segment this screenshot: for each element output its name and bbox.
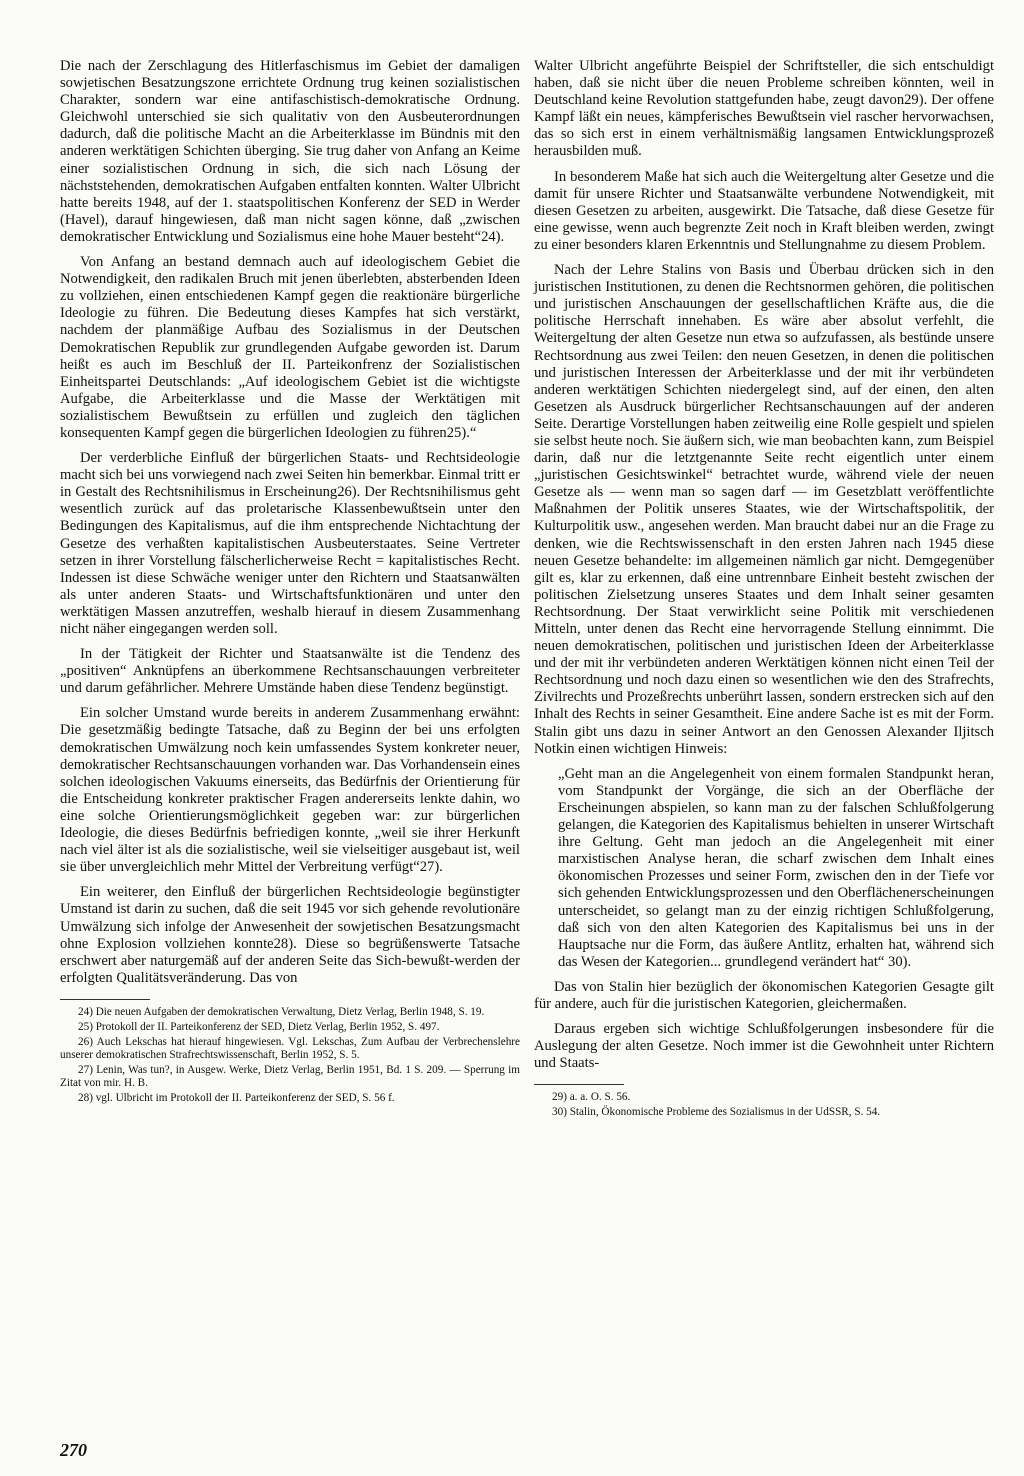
footnote: 30) Stalin, Ökonomische Probleme des Sozialismus in der UdSSR, S. 54.	[552, 1106, 881, 1119]
paragraph: In besonderem Maße hat sich auch die Weitergeltung alter Gesetze und die damit für unsere Richter und Staatsanwälte verbundene Notwendigkeit, mit diesen Gesetzen zu arbeiten, ausgewirkt. Die Tatsache, daß diese Gesetze für eine gewisse, wenn auch begrenzte Zeit noch in Kraft bleiben werden, zwingt zu einer besonders klaren Erkenntnis und Stellungnahme zu diesem Problem.	[534, 168, 994, 253]
paragraph: Die nach der Zerschlagung des Hitlerfaschismus im Gebiet der damaligen sowjetischen Besatzungszone errichtete Ordnung trug keinen sozialistischen Charakter, sondern war eine antifaschistisch-demokratische Ordnung. Gleichwohl unterschied sie sich qualitativ von den Ausbeuterordnungen dadurch, daß die politische Macht an die Arbeiterklasse im Bündnis mit den anderen werktätigen Schichten überging. Sie trug daher von Anfang an Keime einer sozialistischen Ordnung in sich, die sich nach Lösung der nächststehenden, demokratischen Aufgaben entfalten konnten. Walter Ulbricht hatte bereits 1948, auf der 1. staatspolitischen Konferenz der SED in Werder (Havel), darauf hingewiesen, daß man nicht sagen könne, daß „zwischen demokratischer Entwicklung und Sozialismus eine hohe Mauer besteht“24).	[60, 58, 520, 245]
footnote: 26) Auch Lekschas hat hierauf hingewiesen. Vgl. Lekschas, Zum Aufbau der Verbrechenslehre unserer demokratischen Strafrechtswissenschaft, Berlin 1952, S. 5.	[60, 1035, 520, 1061]
footnote-divider	[534, 1084, 624, 1085]
footnote: 29) a. a. O. S. 56.	[552, 1091, 631, 1104]
paragraph: Nach der Lehre Stalins von Basis und Überbau drücken sich in den juristischen Institutionen, zu denen die Rechtsnormen gehören, die politischen und juristischen Anschauungen der gesellschaftlichen Kräfte aus, die die politische Herrschaft innehaben. Es wäre aber absolut verfehlt, die Weitergeltung der alten Gesetze nun etwa so aufzufassen, als bestünde unsere Rechtsordnung aus zwei Teilen: den neuen Gesetzen, in denen die politischen und juristischen Interessen der Arbeiterklasse und der mit ihr verbündeten anderen werktätigen Schichten niedergelegt sind, auf der einen, den alten Gesetzen als Ausdruck bürgerlicher Rechtsanschauungen auf der anderen Seite. Derartige Vorstellungen haben zeitweilig eine Rolle gespielt und spielen sie selbst heute noch. Sie äußern sich, wie man beobachten kann, zum Beispiel darin, daß nur die letztgenannte Seite recht eigentlich unter einem „juristischen Gesichtswinkel“ betrachtet wurde, während viele der neuen Gesetze als — wenn man so sagen darf — im Gesetzblatt veröffentlichte Maßnahmen der Politik unseres Staates, wie der Wirtschaftspolitik, der Kulturpolitik usw., angesehen werden. Man braucht dabei nur an die Frage zu denken, wie die Rechtswissenschaft in den ersten Jahren nach 1945 diese neuen Gesetze behandelte: im allgemeinen nämlich gar nicht. Demgegenüber gilt es, klar zu erkennen, daß eine untrennbare Einheit besteht zwischen der politischen Zielsetzung unseres Staates und dem Inhalt seiner gesamten Rechtsordnung. Der Staat verwirklicht seine Politik mit verschiedenen Mitteln, unter denen das Recht eine hervorragende Stellung einnimmt. Die neuen demokratischen, politischen und juristischen Ideen der Arbeiterklasse und der mit ihr verbündeten anderen Werktätigen können nicht einen Teil der Rechtsordnung und noch dazu einen so wesentlichen wie den des Strafrechts, Zivilrechts und Prozeßrechts unberührt lassen, sondern erstrecken sich auf den Inhalt des Rechts in seiner Gesamtheit. Eine andere Sache ist es mit der Form. Stalin gibt uns dazu in seiner Antwort an den Genossen Alexander Iljitsch Notkin einen wichtigen Hinweis:	[534, 262, 994, 757]
stalin-quote	[558, 766, 994, 971]
paragraph: Ein weiterer, den Einfluß der bürgerlichen Rechtsideologie begünstigter Umstand ist darin zu suchen, daß die seit 1945 vor sich gehende revolutionäre Umwälzung sich infolge der Anwesenheit der sowjetischen Besatzungsmacht ohne Explosion vollziehen konnte28). Diese so begrüßenswerte Tatsache erschwert aber naturgemäß auf der anderen Seite das Sich-bewußt-werden der erfolgten Qualitätsveränderung. Das von	[60, 884, 520, 986]
paragraph: Das von Stalin hier bezüglich der ökonomischen Kategorien Gesagte gilt für andere, auch für die juristischen Kategorien, gleichermaßen.	[534, 978, 994, 1012]
paragraph: In der Tätigkeit der Richter und Staatsanwälte ist die Tendenz des „positiven“ Anknüpfens an überkommene Rechtsanschauungen verbreiteter und darum gefährlicher. Mehrere Umstände haben diese Tendenz begünstigt.	[60, 646, 520, 697]
right-column	[534, 58, 994, 1121]
paragraph: Ein solcher Umstand wurde bereits in anderem Zusammenhang erwähnt: Die gesetzmäßig bedingte Tatsache, daß zu Beginn der bei uns erfolgten demokratischen Umwälzung noch kein umfassendes System konkreter neuer, demokratischer Rechtsanschauungen vorhanden war. Das Vorhandensein eines solchen ideologischen Vakuums einerseits, das Bedürfnis der Orientierung für die Entscheidung konkreter praktischer Fragen andererseits lenkte dahin, wo eine solche Orientierungsmöglichkeit gegeben war: zur bürgerlichen Ideologie, die dieses Bedürfnis befriedigen konnte, „weil sie ihrer Herkunft nach viel älter ist als die sozialistische, weil sie vielseitiger ausgebaut ist, weil sie über unvergleichlich mehr Mittel der Verbreitung verfügt“27).	[60, 705, 520, 876]
left-column	[60, 58, 520, 1107]
footnote: 27) Lenin, Was tun?, in Ausgew. Werke, Dietz Verlag, Berlin 1951, Bd. 1 S. 209. — Sperrung im Zitat von mir. H. B.	[60, 1063, 520, 1089]
footnote: 24) Die neuen Aufgaben der demokratischen Verwaltung, Dietz Verlag, Berlin 1948, S. 19.	[78, 1005, 485, 1018]
quote-text: „Geht man an die Angelegenheit von einem formalen Standpunkt heran, vom Standpunkt der Vorgänge, die sich an der Oberfläche der Erscheinungen abspielen, so kann man zu der falschen Schlußfolgerung gelangen, die Kategorien des Kapitalismus behielten in unserer Wirtschaft ihre Geltung. Geht man jedoch an die Angelegenheit mit einer marxistischen Analyse heran, die scharf zwischen dem Inhalt eines ökonomischen Prozesses und seiner Form, zwischen den in der Tiefe vor sich gehenden Entwicklungsprozessen und den Oberflächenerscheinungen unterscheidet, so gelangt man zu der einzig richtigen Schlußfolgerung, daß sich von den alten Kategorien des Kapitalismus bei uns in der Hauptsache nur die Form, das äußere Antlitz, erhalten hat, während sich das Wesen der Kategorien... grundlegend verändert hat“ 30).	[558, 765, 994, 970]
paragraph: Der verderbliche Einfluß der bürgerlichen Staats- und Rechtsideologie macht sich bei uns vorwiegend nach zwei Seiten hin bemerkbar. Einmal tritt er in Gestalt des Rechtsnihilismus in Erscheinung26). Der Rechtsnihilismus geht wesentlich zurück auf das proletarische Klassenbewußtsein unter den Bedingungen des Kapitalismus, auf die ihm entsprechende Nichtachtung der Gesetze des verhaßten kapitalistischen Ausbeuterstaates. Seine Vertreter setzen in ihrer Vorstellung fälscherlicherweise Recht = kapitalistisches Recht. Indessen ist diese Schwäche weniger unter den Richtern und Staatsanwälten als unter anderen Staats- und Wirtschaftsfunktionären und unter den werktätigen Massen anzutreffen, weshalb hierauf in diesem Zusammenhang nicht näher eingegangen werden soll.	[60, 450, 520, 637]
footnote-divider	[60, 999, 150, 1000]
page-number: 270	[60, 1440, 87, 1460]
footnote: 28) vgl. Ulbricht im Protokoll der II. Parteikonferenz der SED, S. 56 f.	[78, 1091, 395, 1104]
paragraph: Walter Ulbricht angeführte Beispiel der Schriftsteller, die sich entschuldigt haben, daß sie nicht über die neuen Probleme schreiben könnten, weil in Deutschland keine Revolution stattgefunden habe, zeugt davon29). Der offene Kampf läßt ein neues, kämpferisches Bewußtsein viel rascher hervorwachsen, das so sich erst in einem verhältnismäßig langsamen Entwicklungsprozeß herausbilden muß.	[534, 58, 994, 160]
paragraph: Daraus ergeben sich wichtige Schlußfolgerungen insbesondere für die Auslegung der alten Gesetze. Noch immer ist die Gewohnheit unter Richtern und Staats-	[534, 1021, 994, 1072]
paragraph: Von Anfang an bestand demnach auch auf ideologischem Gebiet die Notwendigkeit, den radikalen Bruch mit jenen überlebten, absterbenden Ideen zu vollziehen, einen entschiedenen Kampf gegen die reaktionäre bürgerliche Ideologie zu führen. Die Bedeutung dieses Kampfes hat sich verstärkt, nachdem der planmäßige Aufbau des Sozialismus in der Deutschen Demokratischen Republik zur grundlegenden Aufgabe geworden ist. Darum heißt es auch im Beschluß der II. Parteikonfrenz der Sozialistischen Einheitspartei Deutschlands: „Auf ideologischem Gebiet ist die wichtigste Aufgabe, die Arbeiterklasse und die Masse der Werktätigen mit sozialistischem Bewußtsein zu erfüllen und zugleich den täglichen konsequenten Kampf gegen die bürgerlichen Ideologien zu führen25).“	[60, 254, 520, 441]
footnote: 25) Protokoll der II. Parteikonferenz der SED, Dietz Verlag, Berlin 1952, S. 497.	[78, 1020, 440, 1033]
